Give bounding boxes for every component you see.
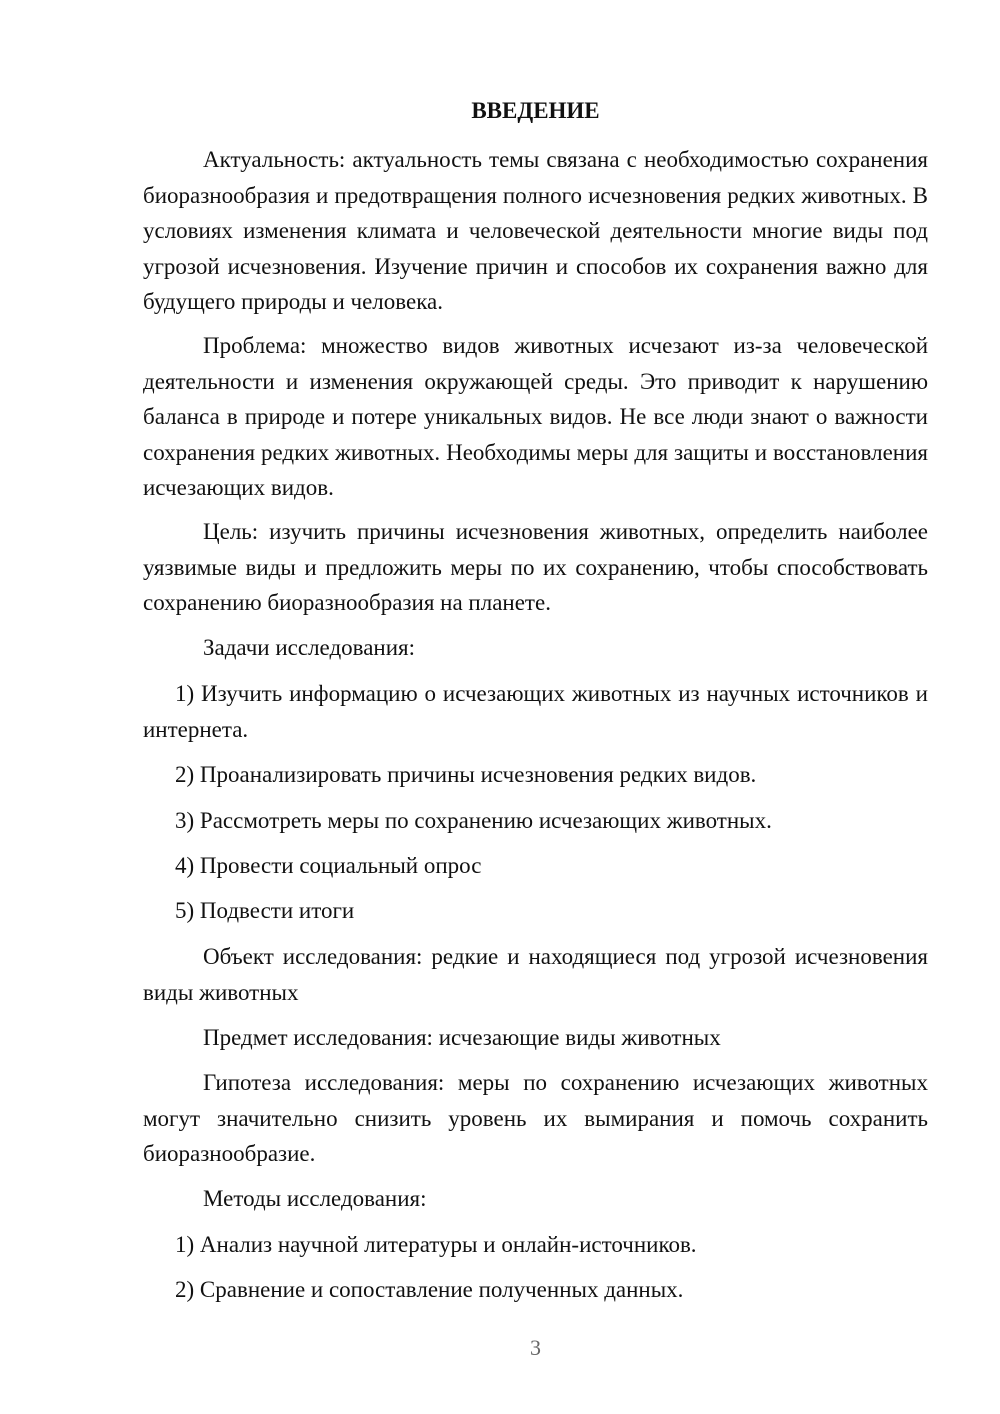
methods-heading: Методы исследования:	[203, 1186, 427, 1211]
task-item-4: 4) Провести социальный опрос	[175, 853, 482, 878]
section-title: ВВЕДЕНИЕ	[471, 98, 600, 123]
goal-paragraph: Цель: изучить причины исчезновения животных, определить наиболее уязвимые виды и предложить меры по их сохранению, чтобы способствовать сохранению биоразнообразия на планете.	[143, 519, 928, 615]
object-paragraph: Объект исследования: редкие и находящиеся под угрозой исчезновения виды животных	[143, 944, 928, 1005]
task-item-3: 3) Рассмотреть меры по сохранению исчезающих животных.	[175, 808, 772, 833]
page-number: 3	[530, 1335, 541, 1360]
method-item-2: 2) Сравнение и сопоставление полученных данных.	[175, 1277, 684, 1302]
method-item-1: 1) Анализ научной литературы и онлайн-источников.	[175, 1232, 697, 1257]
task-item-1: 1) Изучить информацию о исчезающих животных из научных источников и интернета.	[143, 681, 928, 742]
subject-paragraph: Предмет исследования: исчезающие виды животных	[203, 1025, 721, 1050]
problem-paragraph: Проблема: множество видов животных исчезают из-за человеческой деятельности и изменения окружающей среды. Это приводит к нарушению баланса в природе и потере уникальных видов. Не все люди знают о важности сохранения редких животных. Необходимы меры для защиты и восстановления исчезающих видов.	[143, 333, 928, 500]
tasks-heading: Задачи исследования:	[203, 635, 416, 660]
task-item-2: 2) Проанализировать причины исчезновения редких видов.	[175, 762, 757, 787]
relevance-paragraph: Актуальность: актуальность темы связана с необходимостью сохранения биоразнообразия и предотвращения полного исчезновения редких животных. В условиях изменения климата и человеческой деятельности многие виды под угрозой исчезновения. Изучение причин и способов их сохранения важно для будущего природы и человека.	[143, 147, 928, 314]
hypothesis-paragraph: Гипотеза исследования: меры по сохранению исчезающих животных могут значительно снизить уровень их вымирания и помочь сохранить биоразнообразие.	[143, 1070, 928, 1166]
document-page	[143, 0, 928, 1414]
task-item-5: 5) Подвести итоги	[175, 898, 355, 923]
